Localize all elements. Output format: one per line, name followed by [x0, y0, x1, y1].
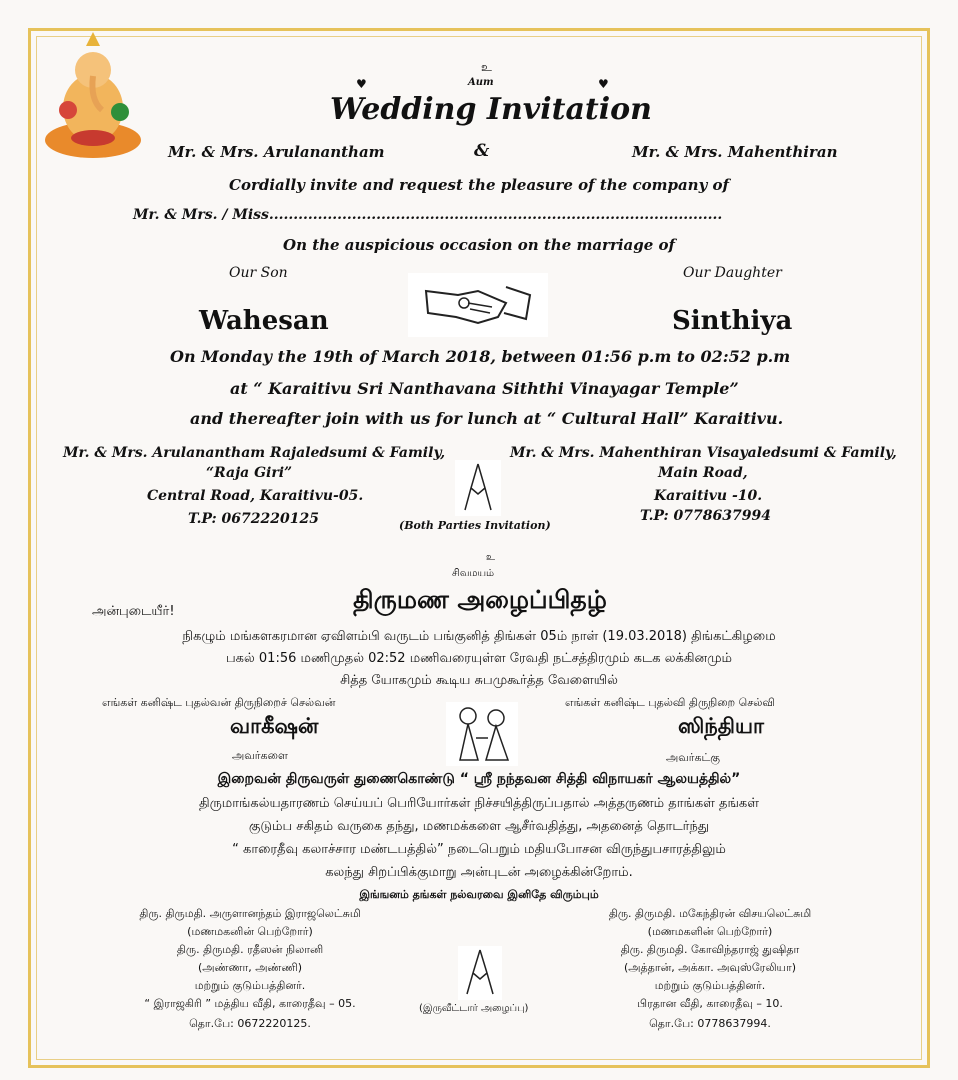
- lunch-line: and thereafter join with us for lunch at “ Cultural Hall” Karaitivu.: [190, 409, 784, 428]
- bride-name: Sinthiya: [672, 306, 793, 336]
- ganesha-image: [40, 30, 146, 162]
- right-family-phone: T.P: 0778637994: [640, 508, 771, 524]
- tamil-body-line2: திருமாங்கல்யதாரணம் செய்யப் பெரியோர்கள் நிச்சயித்திருப்பதால் அத்தருணம் தாங்கள் தங்கள்: [199, 796, 759, 811]
- couple-box: [446, 702, 518, 766]
- namaste-icon: [455, 460, 501, 516]
- tamil-title: திருமண அழைப்பிதழ்: [353, 585, 607, 614]
- heart-left: ♥: [356, 77, 367, 91]
- sivamayam: சிவமயம்: [452, 568, 495, 579]
- tamil-avargatku: அவர்கட்கு: [666, 751, 721, 764]
- left-family-phone: T.P: 0672220125: [188, 511, 319, 527]
- groom-parents: Mr. & Mrs. Arulanantham: [168, 143, 385, 161]
- namaste-box-english: [455, 460, 501, 516]
- tamil-para-line1: நிகழும் மங்களகரமான ஏவிளம்பி வருடம் பங்குனித் திங்கள் 05ம் நாள் (19.03.2018) திங்கட்கிழமை: [182, 629, 776, 644]
- tamil-left-line3: திரு. திருமதி. ரதீஸன் நிலானி: [176, 943, 324, 956]
- tamil-right-line2: (மணமகளின் பெற்றோர்): [647, 925, 773, 938]
- tamil-left-line6: “ இராஜகிரி ” மத்திய வீதி, காரைதீவு – 05.: [144, 997, 356, 1010]
- tamil-son-label: எங்கள் கனிஷ்ட புதல்வன் திருநிறைச் செல்வன்: [102, 696, 336, 709]
- occasion-line: On the auspicious occasion on the marriage of: [283, 236, 675, 254]
- tamil-right-line5: மற்றும் குடும்பத்தினர்.: [654, 979, 766, 992]
- tamil-right-line3: திரு. திருமதி. கோவிந்தராஜ் துஷிதா: [620, 943, 800, 956]
- namaste-box-tamil: [458, 946, 502, 1000]
- handshake-box: [408, 273, 548, 337]
- date-line: On Monday the 19th of March 2018, between 01:56 p.m to 02:52 p.m: [170, 347, 791, 366]
- tamil-right-line1: திரு. திருமதி. மகேந்திரன் விசயலெட்சுமி: [608, 907, 812, 920]
- tamil-daughter-label: எங்கள் கனிஷ்ட புதல்வி திருநிறை செல்வி: [565, 696, 775, 709]
- right-family-line1: Mr. & Mrs. Mahenthiran Visayaledsumi & Family,: [510, 445, 897, 461]
- tamil-avargalai: அவர்களை: [232, 749, 288, 762]
- handshake-icon: [408, 273, 548, 337]
- tamil-closing: இங்ஙனம் தங்கள் நல்வரவை இனிதே விரும்பும்: [359, 888, 599, 901]
- cordially-line: Cordially invite and request the pleasure of the company of: [229, 176, 729, 194]
- tamil-greeting: அன்புடையீர்!: [92, 604, 175, 619]
- tamil-para-line3: சித்த யோகமும் கூடிய சுபமுகூர்த்த வேளையில்: [340, 673, 618, 688]
- tamil-body-line1: இறைவன் திருவருள் துணைகொண்டு “ ஸ்ரீ நந்தவன சித்தி விநாயகர் ஆலயத்தில்”: [217, 771, 741, 787]
- aum-text: Aum: [468, 77, 494, 88]
- guest-line: Mr. & Mrs. / Miss.............................................................................................: [133, 207, 723, 223]
- tamil-left-line2: (மணமகனின் பெற்றோர்): [187, 925, 313, 938]
- namaste-icon: [458, 946, 502, 1000]
- tamil-left-line4: (அண்ணா, அண்ணி): [197, 961, 303, 974]
- english-title: Wedding Invitation: [330, 92, 652, 127]
- venue-line: at “ Karaitivu Sri Nanthavana Siththi Vinayagar Temple”: [230, 379, 739, 398]
- ampersand: &: [474, 141, 490, 161]
- tamil-left-phone: தொ.பே: 0672220125.: [189, 1017, 311, 1030]
- left-family-line2: “Raja Giri”: [206, 465, 293, 481]
- heart-right: ♥: [598, 77, 609, 91]
- right-family-line2: Main Road,: [658, 465, 748, 481]
- tamil-left-line5: மற்றும் குடும்பத்தினர்.: [194, 979, 306, 992]
- tamil-u-symbol: உ: [486, 552, 496, 563]
- tamil-both-parties: (இருவீட்டார் அழைப்பு): [419, 1003, 529, 1014]
- left-family-line3: Central Road, Karaitivu-05.: [147, 488, 364, 504]
- left-family-line1: Mr. & Mrs. Arulanantham Rajaledsumi & Family,: [63, 445, 446, 461]
- tamil-left-line1: திரு. திருமதி. அருளானந்தம் இராஜலெட்சுமி: [139, 907, 361, 920]
- our-son: Our Son: [229, 265, 288, 281]
- tamil-para-line2: பகல் 01:56 மணிமுதல் 02:52 மணிவரையுள்ள ரேவதி நட்சத்திரமும் கடக லக்கினமும்: [225, 651, 732, 666]
- tamil-body-line3: குடும்ப சகிதம் வருகை தந்து, மணமக்களை ஆசீர்வதித்து, அதனைத் தொடர்ந்து: [248, 819, 710, 834]
- both-parties-english: (Both Parties Invitation): [399, 519, 551, 532]
- tamil-body-line4: “ காரைதீவு கலாச்சார மண்டபத்தில்” நடைபெறும் மதியபோசன விருந்துபசாரத்திலும்: [232, 842, 726, 857]
- bride-parents: Mr. & Mrs. Mahenthiran: [632, 143, 838, 161]
- groom-name: Wahesan: [199, 306, 329, 336]
- couple-icon: [446, 702, 518, 766]
- tamil-right-phone: தொ.பே: 0778637994.: [649, 1017, 771, 1030]
- right-family-line3: Karaitivu -10.: [654, 488, 763, 504]
- tamil-right-line6: பிரதான வீதி, காரைதீவு – 10.: [637, 997, 783, 1010]
- our-daughter: Our Daughter: [683, 265, 782, 281]
- tamil-groom-name: வாகீஷன்: [230, 714, 319, 738]
- tamil-body-line5: கலந்து சிறப்பிக்குமாறு அன்புடன் அழைக்கின்றோம்.: [325, 865, 633, 880]
- tamil-bride-name: ஸிந்தியா: [678, 714, 764, 738]
- aum-symbol: உ: [481, 60, 492, 74]
- tamil-right-line4: (அத்தான், அக்கா. அவுஸ்ரேலியா): [623, 961, 797, 974]
